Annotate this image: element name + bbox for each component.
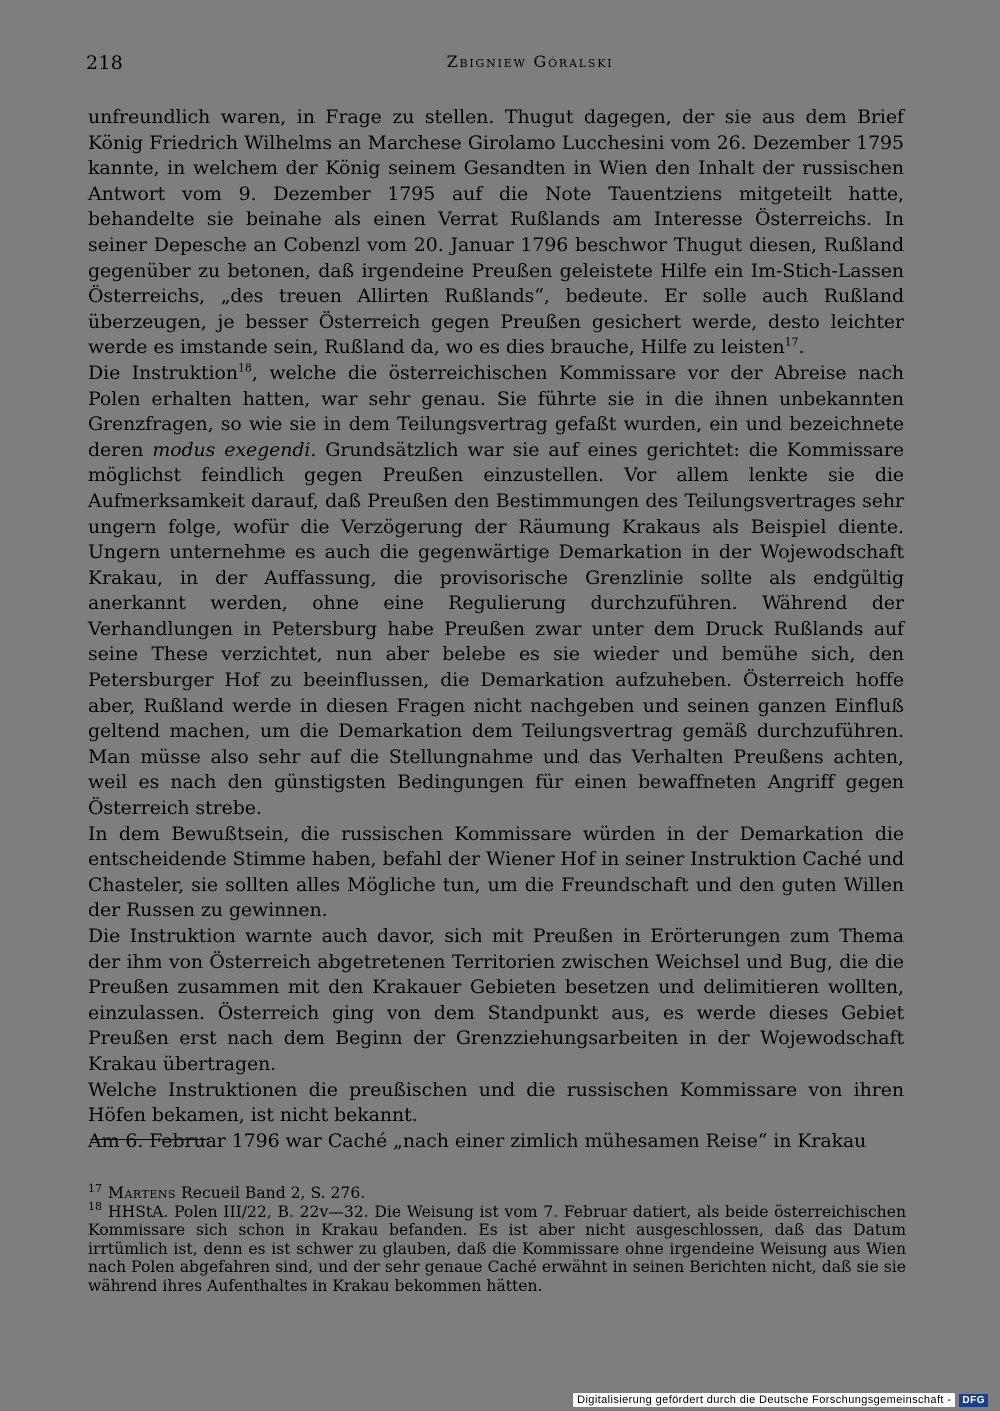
text-run: Welche Instruktionen die preußischen und die russischen Kommissare von ihren Höfen bekamen, ist nicht bekannt. (88, 1078, 904, 1127)
running-head: Zbigniew Góralski (446, 52, 614, 71)
text-run: , welche die österreichischen Kommissare vor der Abreise nach Polen erhalten hatten, war sehr genau. Sie führte sie in die ihnen unbekannten Grenzfragen, so wie sie in dem Teilungsvertrag gefaßt wurden, ein und bezeichnete deren (88, 361, 905, 461)
digitization-credit (573, 1393, 988, 1407)
footnotes (88, 1181, 906, 1295)
body-paragraph (88, 1078, 904, 1129)
text-run: . (798, 336, 805, 359)
text-run: In dem Bewußtsein, die russischen Kommissare würden in der Demarkation die entscheidende Stimme haben, befahl der Wiener Hof in seiner Instruktion Caché und Chasteler, sie sollten alles Mögliche tun, um die Freundschaft und den guten Willen der Russen zu gewinnen. (88, 822, 904, 922)
body-text (88, 105, 904, 1154)
text-run: unfreundlich waren, in Frage zu stellen. Thugut dagegen, der sie aus dem Brief König Friedrich Wilhelms an Marchese Girolamo Lucchesini vom 26. Dezember 1795 kannte, in welchem der König seinem Gesandten in Wien den Inhalt der russischen Antwort vom 9. Dezember 1795 auf die Note Tauentziens mitgeteilt hatte, behandelte sie beinahe als einen Verrat Rußlands am Interesse Österreichs. In seiner Depesche an Cobenzl vom 20. Januar 1796 beschwor Thugut diesen, Rußland gegenüber zu betonen, daß irgendeine Preußen geleistete Hilfe ein Im-Stich-Lassen Österreichs, „des treuen Allirten Rußlands“, bedeute. Er solle auch Rußland überzeugen, je besser Österreich gegen Preußen gesichert werde, desto leichter werde es imstande sein, Rußland da, wo es dies brauche, Hilfe zu leisten (88, 106, 904, 359)
body-paragraph (88, 822, 904, 924)
footnote-reference: 17 (784, 336, 799, 350)
footnote-number: 18 (88, 1200, 102, 1214)
footnote (88, 1200, 906, 1296)
footnote-divider (90, 1139, 210, 1140)
body-paragraph (88, 105, 904, 361)
body-paragraph (88, 1129, 904, 1155)
footnote-reference: 18 (237, 361, 252, 375)
text-run: HHStA. Polen III/22, B. 22v—32. Die Weisung ist vom 7. Februar datiert, als beide österreichischen Kommissare sich schon in Krakau befanden. Es ist aber nicht ausgeschlossen, daß das Datum irrtümlich ist, denn es ist schwer zu glauben, daß die Kommissare ohne irgendeine Weisung aus Wien nach Polen abgefahren sind, und der sehr genaue Caché erwähnt in seinen Berichten nicht, daß sie sie während ihres Aufenthaltes in Krakau bekommen hätten. (88, 1202, 906, 1295)
text-run: Die Instruktion warnte auch davor, sich mit Preußen in Erörterungen zum Thema der ihm von Österreich abgetretenen Territorien zwischen Weichsel und Bug, die die Preußen zusammen mit den Krakauer Gebieten besetzen und delimitieren wollten, einzulassen. Österreich ging von dem Standpunkt aus, es werde dieses Gebiet Preußen erst nach dem Beginn der Grenzziehungsarbeiten in der Wojewodschaft Krakau übertragen. (88, 925, 904, 1075)
credit-text: Digitalisierung gefördert durch die Deutsche Forschungsgemeinschaft - (573, 1393, 955, 1407)
text-run: Grundsätzlich war sie auf eines gerichtet: die Kommissare möglichst feindlich gegen Preußen einzustellen. Vor allem lenkte sie die Aufmerksamkeit darauf, daß Preußen den Bestimmungen des Teilungsvertrages sehr ungern folge, wofür die Verzögerung der Räumung Krakaus als Beispiel diente. Ungern unternehme es auch die gegenwärtige Demarkation in der Wojewodschaft Krakau, in der Auffassung, die provisorische Grenzlinie sollte als endgültig anerkannt werden, ohne eine Regulierung durchzuführen. Während der Verhandlungen in Petersburg habe Preußen zwar unter dem Druck Rußlands auf seine These verzichtet, nun aber belebe es sie wieder und bemühe sich, den Petersburger Hof zu beeinflussen, die Demarkation aufzuheben. Österreich hoffe aber, Rußland werde in diesen Fragen nicht nachgeben und seinen ganzen Einfluß geltend machen, um die Demarkation dem Teilungsvertrag gemäß durchzuführen. Man müsse also sehr auf die Stellungnahme und das Verhalten Preußens achten, weil es nach den günstigsten Bedingungen für einen bewaffneten Angriff gegen Österreich strebe. (88, 438, 904, 820)
text-run: Recueil Band 2, S. 276. (176, 1184, 366, 1202)
text-run: Am 6. Februar 1796 war Caché „nach einer zimlich mühesamen Reise“ in Krakau (88, 1129, 867, 1152)
page-number: 218 (86, 52, 124, 74)
body-paragraph (88, 924, 904, 1078)
author-name: Martens (108, 1184, 177, 1202)
text-run: Die Instruktion (88, 361, 238, 384)
footnote (88, 1181, 906, 1203)
italic-text: modus exegendi. (152, 438, 317, 461)
dfg-logo-icon: DFG (959, 1394, 988, 1407)
footnote-number: 17 (88, 1181, 102, 1195)
body-paragraph (88, 361, 904, 822)
